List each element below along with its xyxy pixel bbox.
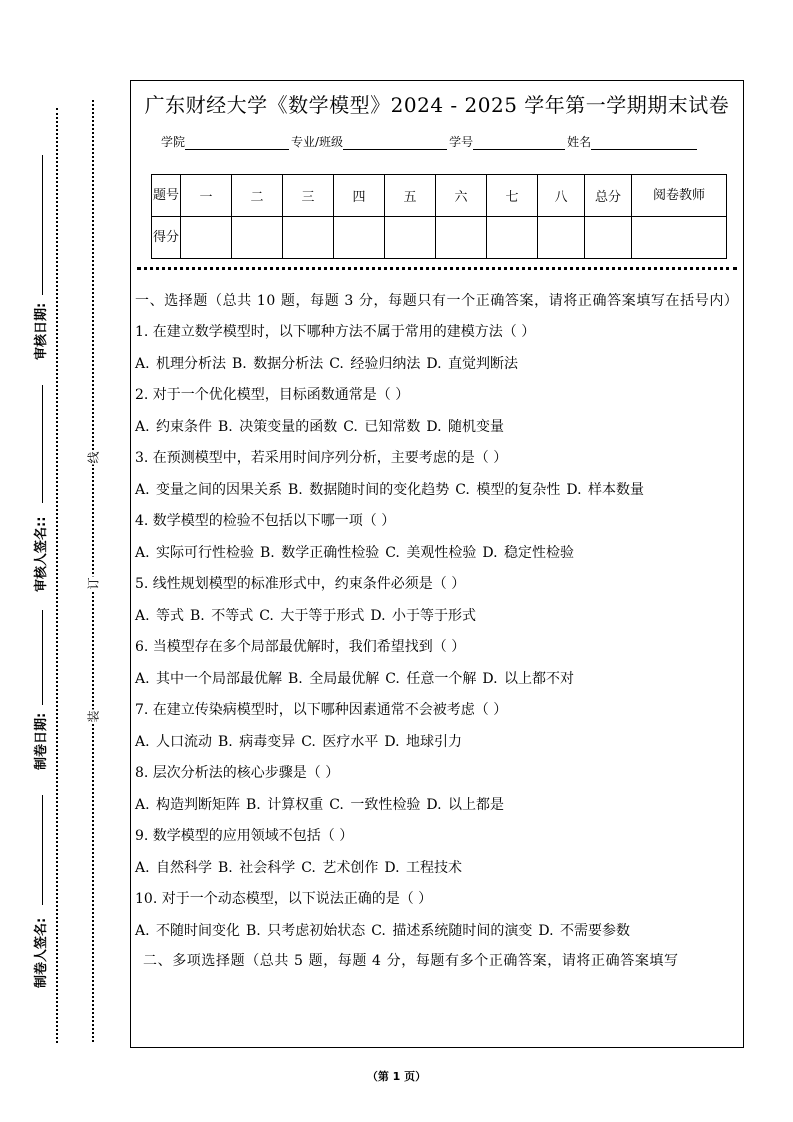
student-id-field[interactable]: [473, 135, 565, 150]
question-text: 1. 在建立数学模型时，以下哪种方法不属于常用的建模方法（ ）: [135, 324, 536, 340]
option[interactable]: D. 地球引力: [384, 734, 462, 750]
option[interactable]: C. 任意一个解: [385, 671, 477, 687]
col-2: 二: [232, 175, 283, 217]
option[interactable]: A. 变量之间的因果关系: [135, 482, 283, 498]
option[interactable]: B. 数据随时间的变化趋势: [288, 482, 450, 498]
score-cell[interactable]: [538, 217, 585, 259]
score-cell[interactable]: [181, 217, 232, 259]
option[interactable]: B. 数据分析法: [232, 356, 324, 372]
reviewer-sign-label: 审核人签名::: [34, 516, 49, 592]
score-cell[interactable]: [632, 217, 727, 259]
option[interactable]: C. 描述系统随时间的演变: [371, 923, 533, 939]
exam-content: [135, 289, 737, 973]
exam-page: [130, 80, 744, 1048]
option[interactable]: C. 模型的复杂性: [455, 482, 561, 498]
col-total: 总分: [585, 175, 632, 217]
option[interactable]: A. 不随时间变化: [135, 923, 241, 939]
option[interactable]: C. 经验归纳法: [329, 356, 421, 372]
option[interactable]: D. 随机变量: [426, 419, 504, 435]
option[interactable]: C. 医疗水平: [301, 734, 379, 750]
college-field[interactable]: [185, 135, 289, 150]
question-options: [135, 919, 737, 943]
score-cell[interactable]: [585, 217, 632, 259]
review-date-line: [42, 155, 43, 295]
question-text: 4. 数学模型的检验不包括以下哪一项（ ）: [135, 513, 396, 529]
option[interactable]: C. 一致性检验: [329, 797, 421, 813]
score-cell[interactable]: [385, 217, 436, 259]
col-1: 一: [181, 175, 232, 217]
bind-order-char: 订: [83, 577, 104, 591]
col-3: 三: [283, 175, 334, 217]
section2-header: 二、多项选择题（总共 5 题，每题 4 分，每题有多个正确答案，请将正确答案填写: [143, 953, 679, 969]
score-cell[interactable]: [487, 217, 538, 259]
question-options: [135, 352, 737, 376]
option[interactable]: B. 社会科学: [218, 860, 296, 876]
review-date-label: 审核日期:: [34, 302, 49, 360]
major-label: 专业/班级: [291, 135, 344, 149]
section1-header: 一、选择题（总共 10 题，每题 3 分，每题只有一个正确答案，请将正确答案填写在括号内）: [135, 293, 739, 309]
sidebar-dotted-line: [56, 108, 58, 1043]
binding-dotted-line: [92, 100, 94, 1042]
option[interactable]: A. 人口流动: [135, 734, 213, 750]
option[interactable]: D. 小于等于形式: [370, 608, 476, 624]
col-grader: 阅卷教师: [632, 175, 727, 217]
student-id-label: 学号: [449, 135, 474, 149]
score-cell[interactable]: [334, 217, 385, 259]
option[interactable]: A. 机理分析法: [135, 356, 227, 372]
option[interactable]: A. 实际可行性检验: [135, 545, 255, 561]
maker-sign-label: 制卷人签名:: [34, 917, 49, 988]
question-options: [135, 541, 737, 565]
col-6: 六: [436, 175, 487, 217]
col-4: 四: [334, 175, 385, 217]
bind-mount-char: 装: [83, 710, 104, 724]
score-table: [151, 174, 727, 259]
col-8: 八: [538, 175, 585, 217]
option[interactable]: A. 自然科学: [135, 860, 213, 876]
bind-line-char: 线: [83, 451, 104, 465]
reviewer-sign-line: [42, 385, 43, 503]
option[interactable]: D. 以上都不对: [482, 671, 574, 687]
option[interactable]: B. 病毒变异: [218, 734, 296, 750]
question-text: 9. 数学模型的应用领域不包括（ ）: [135, 828, 354, 844]
option[interactable]: B. 只考虑初始状态: [246, 923, 366, 939]
name-label: 姓名: [567, 135, 592, 149]
score-cell[interactable]: [436, 217, 487, 259]
question-text: 10. 对于一个动态模型，以下说法正确的是（ ）: [135, 891, 433, 907]
score-cell[interactable]: [283, 217, 334, 259]
option[interactable]: D. 样本数量: [566, 482, 644, 498]
option[interactable]: D. 稳定性检验: [482, 545, 574, 561]
student-info-row: [161, 133, 699, 150]
option[interactable]: B. 计算权重: [246, 797, 324, 813]
question-text: 3. 在预测模型中，若采用时间序列分析，主要考虑的是（ ）: [135, 450, 508, 466]
option[interactable]: B. 决策变量的函数: [218, 419, 338, 435]
major-field[interactable]: [343, 135, 447, 150]
section-separator: [137, 267, 737, 270]
page-number: （第 1 页）: [366, 1070, 427, 1083]
option[interactable]: B. 不等式: [190, 608, 254, 624]
question-text: 2. 对于一个优化模型，目标函数通常是（ ）: [135, 387, 410, 403]
option[interactable]: B. 数学正确性检验: [260, 545, 380, 561]
college-label: 学院: [161, 135, 186, 149]
option[interactable]: C. 艺术创作: [301, 860, 379, 876]
question-options: [135, 478, 737, 502]
option[interactable]: D. 直觉判断法: [426, 356, 518, 372]
col-7: 七: [487, 175, 538, 217]
exam-title: 广东财经大学《数学模型》2024 - 2025 学年第一学期期末试卷: [144, 93, 730, 117]
question-options: [135, 730, 737, 754]
make-date-label: 制卷日期:: [34, 712, 49, 770]
option[interactable]: D. 以上都是: [426, 797, 504, 813]
option[interactable]: D. 不需要参数: [538, 923, 630, 939]
col-5: 五: [385, 175, 436, 217]
question-options: [135, 415, 737, 439]
option[interactable]: C. 大于等于形式: [259, 608, 365, 624]
question-number-row: [152, 175, 727, 217]
option[interactable]: A. 约束条件: [135, 419, 213, 435]
question-text: 8. 层次分析法的核心步骤是（ ）: [135, 765, 340, 781]
option[interactable]: D. 工程技术: [384, 860, 462, 876]
question-options: [135, 667, 737, 691]
maker-sign-line: [42, 795, 43, 905]
question-list: [135, 320, 737, 943]
option[interactable]: B. 全局最优解: [288, 671, 380, 687]
question-options: [135, 856, 737, 880]
name-field[interactable]: [591, 135, 697, 150]
option[interactable]: A. 等式: [135, 608, 185, 624]
option[interactable]: C. 美观性检验: [385, 545, 477, 561]
score-cell[interactable]: [232, 217, 283, 259]
question-options: [135, 793, 737, 817]
question-options: [135, 604, 737, 628]
question-text: 7. 在建立传染病模型时，以下哪种因素通常不会被考虑（ ）: [135, 702, 508, 718]
make-date-line: [42, 610, 43, 705]
row-head-score: 得分: [152, 217, 181, 259]
score-row: [152, 217, 727, 259]
question-text: 6. 当模型存在多个局部最优解时，我们希望找到（ ）: [135, 639, 466, 655]
option[interactable]: A. 构造判断矩阵: [135, 797, 241, 813]
option[interactable]: C. 已知常数: [343, 419, 421, 435]
option[interactable]: A. 其中一个局部最优解: [135, 671, 283, 687]
question-text: 5. 线性规划模型的标准形式中，约束条件必须是（ ）: [135, 576, 466, 592]
row-head-question: 题号: [152, 175, 181, 217]
